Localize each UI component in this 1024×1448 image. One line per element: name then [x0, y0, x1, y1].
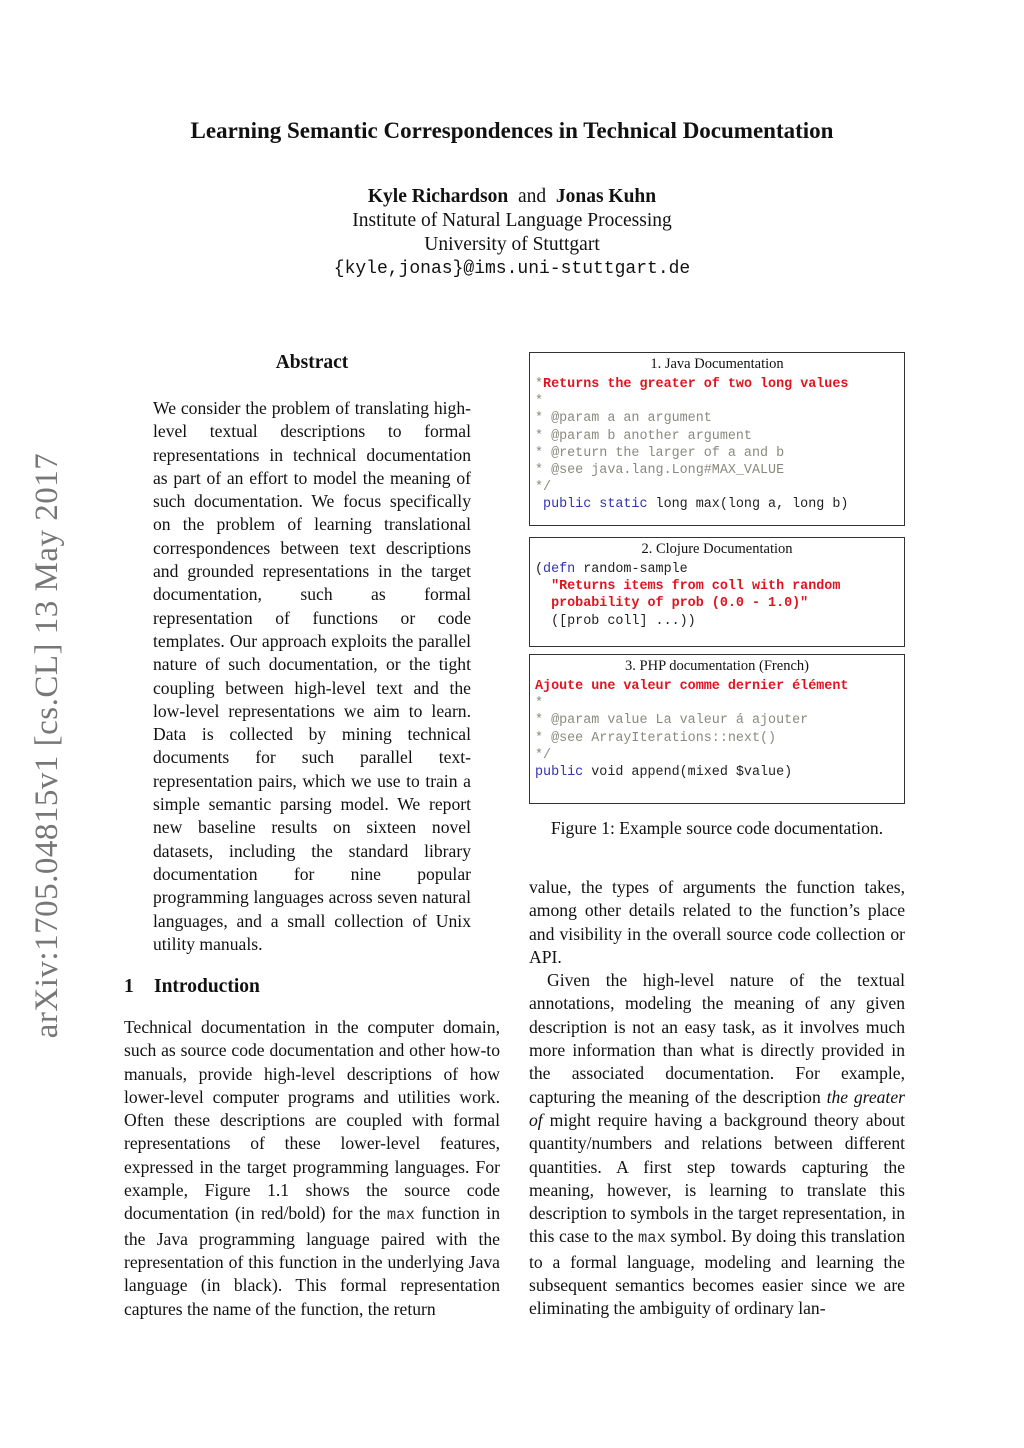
italic-phrase: the greater of [529, 1086, 905, 1130]
code-line [535, 428, 899, 445]
author-name: Kyle Richardson [367, 186, 509, 207]
java-documentation-box [529, 352, 905, 526]
code-line [535, 613, 899, 630]
section-number: 1 [124, 976, 134, 997]
code-line [535, 678, 899, 695]
institute: Institute of Natural Language Processing [352, 210, 672, 231]
paragraph-part: might require having a background theory about quantity/numbers and relations between different quantities. A first step towards capturing the meaning, however, is learning to translate this description to symbols in the target representation, in this case to the [529, 1109, 905, 1247]
code-token: * @param a an argument [535, 411, 712, 427]
code-token: public [535, 765, 584, 781]
code-token: ( [535, 562, 544, 577]
code-block [530, 376, 904, 514]
code-token: * @return the larger of a and b [535, 445, 785, 461]
code-token: * [535, 394, 544, 410]
php-documentation-box [529, 654, 905, 804]
paper-title: Learning Semantic Correspondences in Technical Documentation [190, 118, 834, 143]
code-token: Returns the greater of two long values [543, 377, 849, 392]
abstract-text: We consider the problem of translating high-level textual descriptions to formal representations in technical documentation as part of an effort to model the meaning of such documentation. We focus specifically on the problem of learning translational correspondences between text descriptions and grounded representations in the target documentation, such as formal representation of functions or code templates. Our approach exploits the parallel nature of such documentation, or the tight coupling between high-level text and the low-level representations we aim to learn. Data is collected by mining technical documents for such parallel text-representation pairs, which we use to train a simple semantic parsing model. We report new baseline results on sixteen novel datasets, including the standard library documentation for nine popular programming languages across seven natural languages, and a small collection of Unix utility manuals. [153, 398, 471, 954]
abstract-heading: Abstract [275, 352, 349, 373]
box-title: 2. Clojure Documentation [641, 541, 793, 557]
code-line [535, 730, 899, 747]
code-token: ([prob coll] ...)) [535, 613, 696, 629]
code-line [535, 462, 899, 479]
code-token: max [386, 1206, 415, 1225]
code-line [535, 496, 899, 513]
box-title: 1. Java Documentation [650, 356, 784, 372]
code-line [535, 445, 899, 462]
code-line [535, 578, 899, 595]
intro-text-part: Technical documentation in the computer domain, such as source code documentation and other how-to manuals, provide high-level descriptions of how lower-level computer programs and utilities work. Often these descriptions are coupled with formal representations of these lower-level features, expressed in the target programming languages. For example, Figure 1.1 shows the source code documentation (in red/bold) for the [124, 1017, 500, 1224]
figure-caption: Figure 1: Example source code documentation. [550, 818, 884, 838]
code-token: probability of prob (0.0 - 1.0)" [551, 596, 809, 612]
code-line [535, 595, 899, 612]
code-line [535, 479, 899, 496]
code-line [535, 712, 899, 729]
code-line [535, 376, 899, 393]
code-line [535, 695, 899, 712]
code-line [535, 393, 899, 410]
code-token: */ [535, 480, 552, 496]
code-token: random-sample [575, 562, 688, 577]
arxiv-identifier [28, 440, 68, 1050]
code-token: "Returns items from coll with random [551, 579, 841, 595]
code-line [535, 764, 899, 781]
author-email: {kyle,jonas}@ims.uni-stuttgart.de [333, 259, 691, 279]
author-line [0, 185, 1024, 209]
arxiv-identifier-text: arXiv:1705.04815v1 [cs.CL] 13 May 2017 [29, 452, 66, 1038]
code-token [535, 579, 551, 594]
author-conjunction: and [517, 186, 547, 207]
code-token: * [535, 696, 544, 712]
section-title: Introduction [154, 976, 260, 997]
university: University of Stuttgart [424, 234, 600, 255]
section-heading [124, 976, 500, 998]
author-block [0, 185, 1024, 281]
code-block [530, 678, 904, 781]
code-token: Ajoute une valeur comme dernier élément [535, 679, 849, 694]
code-token: long max(long a, long b) [647, 497, 849, 513]
code-token: * @param b another argument [535, 428, 752, 444]
intro-text-part: function in the Java programming language paired with the representation of this function in the underlying Java language (in black). This formal representation captures the name of the function, the return [124, 1203, 500, 1319]
author-name: Jonas Kuhn [555, 186, 657, 207]
code-token: * @see java.lang.Long#MAX_VALUE [535, 463, 785, 479]
paragraph-part: Given the high-level nature of the textual annotations, modeling the meaning of any given description is not an easy task, as it involves much more information than what is directly provided in the associated documentation. For example, capturing the meaning of the description [529, 970, 905, 1107]
code-token: public static [535, 497, 648, 513]
introduction-text [124, 1016, 500, 1321]
code-line [535, 747, 899, 764]
code-line [535, 410, 899, 427]
code-token: * @see ArrayIterations::next() [535, 730, 777, 746]
paragraph [529, 969, 905, 1320]
code-token: void append(mixed $value) [583, 765, 793, 781]
code-block [530, 561, 904, 630]
paragraph-part: symbol. By doing this translation to a formal language, modeling and learning the subsequent semantics becomes easier since we are eliminating the ambiguity of ordinary lan- [529, 1226, 905, 1319]
code-token: defn [543, 562, 576, 577]
paragraph: value, the types of arguments the function takes, among other details related to the function’s place and visibility in the overall source code collection or API. [529, 877, 905, 967]
code-token [535, 596, 551, 611]
code-token: * @param value La valeur á ajouter [535, 713, 809, 729]
code-token: max [637, 1229, 666, 1248]
box-title: 3. PHP documentation (French) [625, 658, 809, 674]
clojure-documentation-box [529, 537, 905, 647]
code-token: */ [535, 747, 552, 763]
code-token: * [535, 377, 544, 392]
code-line [535, 561, 899, 578]
right-column-text [529, 876, 905, 1321]
